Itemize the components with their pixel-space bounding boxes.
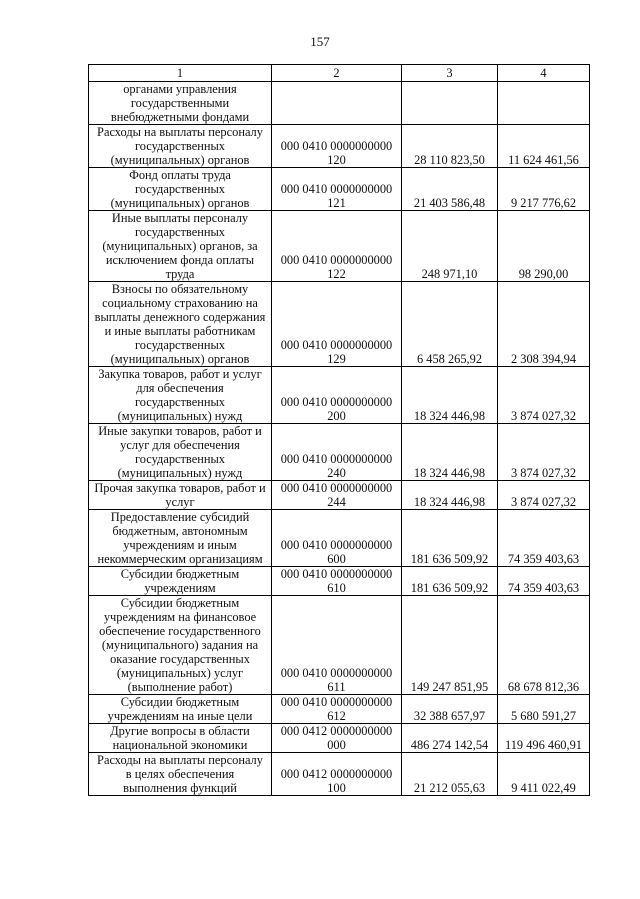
row-code-line: 000 0410 0000000000 <box>280 182 393 196</box>
row-name-cell <box>89 125 272 168</box>
row-code-cell <box>272 282 402 367</box>
row-name-cell <box>89 211 272 282</box>
row-name-line: исключением фонда оплаты <box>105 253 255 267</box>
row-code-line: 000 0410 0000000000 <box>280 452 393 466</box>
row-name-line: учреждениям на иные цели <box>107 709 253 723</box>
row-name-line: учреждениям и иным <box>123 538 237 552</box>
page-number: 157 <box>310 34 330 49</box>
row-name-line: Фонд оплаты труда <box>129 168 231 182</box>
row-code-cell <box>272 724 402 753</box>
row-code-line: 000 0410 0000000000 <box>280 567 393 581</box>
row-name-line: в целях обеспечения <box>125 767 235 781</box>
table-row <box>89 596 590 695</box>
row-name-line: государственных <box>134 338 225 352</box>
table-row <box>89 510 590 567</box>
row-name-line: (муниципальных) органов <box>110 153 250 167</box>
row-code-line: 000 <box>327 738 346 752</box>
row-name-line: для обеспечения <box>136 381 224 395</box>
row-code-line: 000 0410 0000000000 <box>280 139 393 153</box>
row-name-line: Субсидии бюджетным <box>120 695 240 709</box>
row-code-cell <box>272 211 402 282</box>
row-name-cell <box>89 82 272 125</box>
row-name-cell <box>89 724 272 753</box>
row-value-col3: 18 324 446,98 <box>402 367 498 424</box>
row-name-line: и иные выплаты работникам <box>104 324 256 338</box>
row-name-line: учреждениям на финансовое <box>103 610 257 624</box>
row-name-line: Другие вопросы в области <box>110 724 250 738</box>
row-name-line: Субсидии бюджетным <box>120 567 240 581</box>
row-name-line: труда <box>165 267 195 281</box>
row-name-cell <box>89 481 272 510</box>
table-row <box>89 125 590 168</box>
row-value-col4: 9 411 022,49 <box>498 753 590 796</box>
row-code-line: 000 0410 0000000000 <box>280 695 393 709</box>
row-value-col4: 5 680 591,27 <box>498 695 590 724</box>
row-value-col4: 3 874 027,32 <box>498 481 590 510</box>
row-name-line: государственными <box>130 96 230 110</box>
row-value-col4: 119 496 460,91 <box>498 724 590 753</box>
row-name-line: (выполнение работ) <box>127 680 233 694</box>
table-row <box>89 282 590 367</box>
row-code-line: 000 0412 0000000000 <box>280 767 393 781</box>
row-code-line: 610 <box>327 581 346 595</box>
table-row <box>89 168 590 211</box>
row-name-cell <box>89 596 272 695</box>
row-name-cell <box>89 168 272 211</box>
row-name-line: (муниципальных) органов <box>110 196 250 210</box>
row-name-line: Предоставление субсидий <box>110 510 250 524</box>
budget-table <box>88 64 590 796</box>
row-name-cell <box>89 282 272 367</box>
table-row <box>89 753 590 796</box>
row-value-col3: 181 636 509,92 <box>402 567 498 596</box>
row-value-col3: 28 110 823,50 <box>402 125 498 168</box>
table-row <box>89 211 590 282</box>
row-code-cell <box>272 596 402 695</box>
row-name-line: (муниципальных) нужд <box>117 409 243 423</box>
row-code-line: 200 <box>327 409 346 423</box>
row-name-line: обеспечение государственного <box>99 624 261 638</box>
row-code-line: 100 <box>327 781 346 795</box>
row-code-line: 121 <box>327 196 346 210</box>
row-name-line: государственных <box>134 182 225 196</box>
row-name-line: государственных <box>134 395 225 409</box>
row-value-col3: 149 247 851,95 <box>402 596 498 695</box>
row-value-col4: 9 217 776,62 <box>498 168 590 211</box>
row-name-line: Взносы по обязательному <box>111 282 249 296</box>
row-value-col4: 3 874 027,32 <box>498 424 590 481</box>
row-value-col3: 181 636 509,92 <box>402 510 498 567</box>
row-code-line: 240 <box>327 466 346 480</box>
table-row <box>89 724 590 753</box>
row-name-line: учреждениям <box>144 581 216 595</box>
row-name-line: выплаты денежного содержания <box>94 310 266 324</box>
row-value-col4: 74 359 403,63 <box>498 567 590 596</box>
row-value-col3: 486 274 142,54 <box>402 724 498 753</box>
row-value-col4: 3 874 027,32 <box>498 367 590 424</box>
row-name-line: социальному страхованию на <box>102 296 258 310</box>
row-code-line: 122 <box>327 267 346 281</box>
row-code-line: 000 0410 0000000000 <box>280 395 393 409</box>
column-header-2: 2 <box>272 65 402 82</box>
row-code-cell <box>272 481 402 510</box>
row-code-cell <box>272 125 402 168</box>
row-name-line: выполнения функций <box>123 781 237 795</box>
row-name-line: некоммерческим организациям <box>97 552 263 566</box>
row-code-cell <box>272 168 402 211</box>
row-name-line: внебюджетными фондами <box>110 110 250 124</box>
row-name-cell <box>89 567 272 596</box>
row-value-col4: 11 624 461,56 <box>498 125 590 168</box>
row-value-col3: 18 324 446,98 <box>402 424 498 481</box>
row-name-line: Прочая закупка товаров, работ и <box>94 481 266 495</box>
table-row <box>89 82 590 125</box>
row-value-col4: 74 359 403,63 <box>498 510 590 567</box>
column-header-3: 3 <box>402 65 498 82</box>
row-value-col3: 248 971,10 <box>402 211 498 282</box>
row-name-line: Иные выплаты персоналу <box>111 211 249 225</box>
table-row <box>89 567 590 596</box>
row-name-cell <box>89 695 272 724</box>
table-row <box>89 481 590 510</box>
row-name-line: государственных <box>134 452 225 466</box>
row-name-line: Субсидии бюджетным <box>120 596 240 610</box>
row-name-cell <box>89 753 272 796</box>
row-code-line: 000 0410 0000000000 <box>280 253 393 267</box>
row-code-cell <box>272 510 402 567</box>
row-code-line: 000 0410 0000000000 <box>280 338 393 352</box>
row-code-line: 000 0412 0000000000 <box>280 724 393 738</box>
row-code-cell <box>272 424 402 481</box>
row-code-cell <box>272 367 402 424</box>
row-name-line: бюджетным, автономным <box>112 524 248 538</box>
row-name-line: услуг <box>165 495 195 509</box>
row-value-col4: 68 678 812,36 <box>498 596 590 695</box>
row-value-col3 <box>402 82 498 125</box>
column-header-1: 1 <box>89 65 272 82</box>
row-code-cell <box>272 753 402 796</box>
row-code-line: 129 <box>327 352 346 366</box>
row-value-col4: 98 290,00 <box>498 211 590 282</box>
table-row <box>89 424 590 481</box>
row-name-line: оказание государственных <box>110 652 250 666</box>
row-name-line: (муниципальных) органов, за <box>102 239 258 253</box>
row-name-line: (муниципальных) услуг <box>116 666 244 680</box>
column-header-4: 4 <box>498 65 590 82</box>
row-name-line: услуг для обеспечения <box>120 438 240 452</box>
row-name-line: (муниципальных) органов <box>110 352 250 366</box>
row-value-col3: 18 324 446,98 <box>402 481 498 510</box>
row-code-line: 611 <box>327 680 346 694</box>
row-code-line: 244 <box>327 495 346 509</box>
row-name-cell <box>89 367 272 424</box>
row-name-line: национальной экономики <box>112 738 248 752</box>
table-header-row <box>89 65 590 82</box>
row-code-line: 000 0410 0000000000 <box>280 481 393 495</box>
row-name-line: Иные закупки товаров, работ и <box>98 424 262 438</box>
row-name-line: (муниципальных) нужд <box>117 466 243 480</box>
row-value-col4: 2 308 394,94 <box>498 282 590 367</box>
row-code-line: 120 <box>327 153 346 167</box>
row-value-col3: 32 388 657,97 <box>402 695 498 724</box>
row-name-line: Закупка товаров, работ и услуг <box>98 367 262 381</box>
table-row <box>89 695 590 724</box>
row-code-line: 000 0410 0000000000 <box>280 538 393 552</box>
row-name-cell <box>89 510 272 567</box>
row-name-line: Расходы на выплаты персоналу <box>97 753 263 767</box>
row-name-cell <box>89 424 272 481</box>
row-value-col4 <box>498 82 590 125</box>
row-name-line: (муниципального) задания на <box>101 638 259 652</box>
row-name-line: государственных <box>134 139 225 153</box>
table-row <box>89 367 590 424</box>
row-value-col3: 21 212 055,63 <box>402 753 498 796</box>
row-code-cell <box>272 567 402 596</box>
row-code-line: 600 <box>327 552 346 566</box>
row-name-line: государственных <box>134 225 225 239</box>
row-value-col3: 6 458 265,92 <box>402 282 498 367</box>
row-code-cell <box>272 695 402 724</box>
row-code-line: 000 0410 0000000000 <box>280 666 393 680</box>
row-code-line: 612 <box>327 709 346 723</box>
row-code-cell <box>272 82 402 125</box>
row-name-line: Расходы на выплаты персоналу <box>97 125 263 139</box>
row-name-line: органами управления <box>123 82 237 96</box>
row-value-col3: 21 403 586,48 <box>402 168 498 211</box>
table-body <box>89 82 590 796</box>
